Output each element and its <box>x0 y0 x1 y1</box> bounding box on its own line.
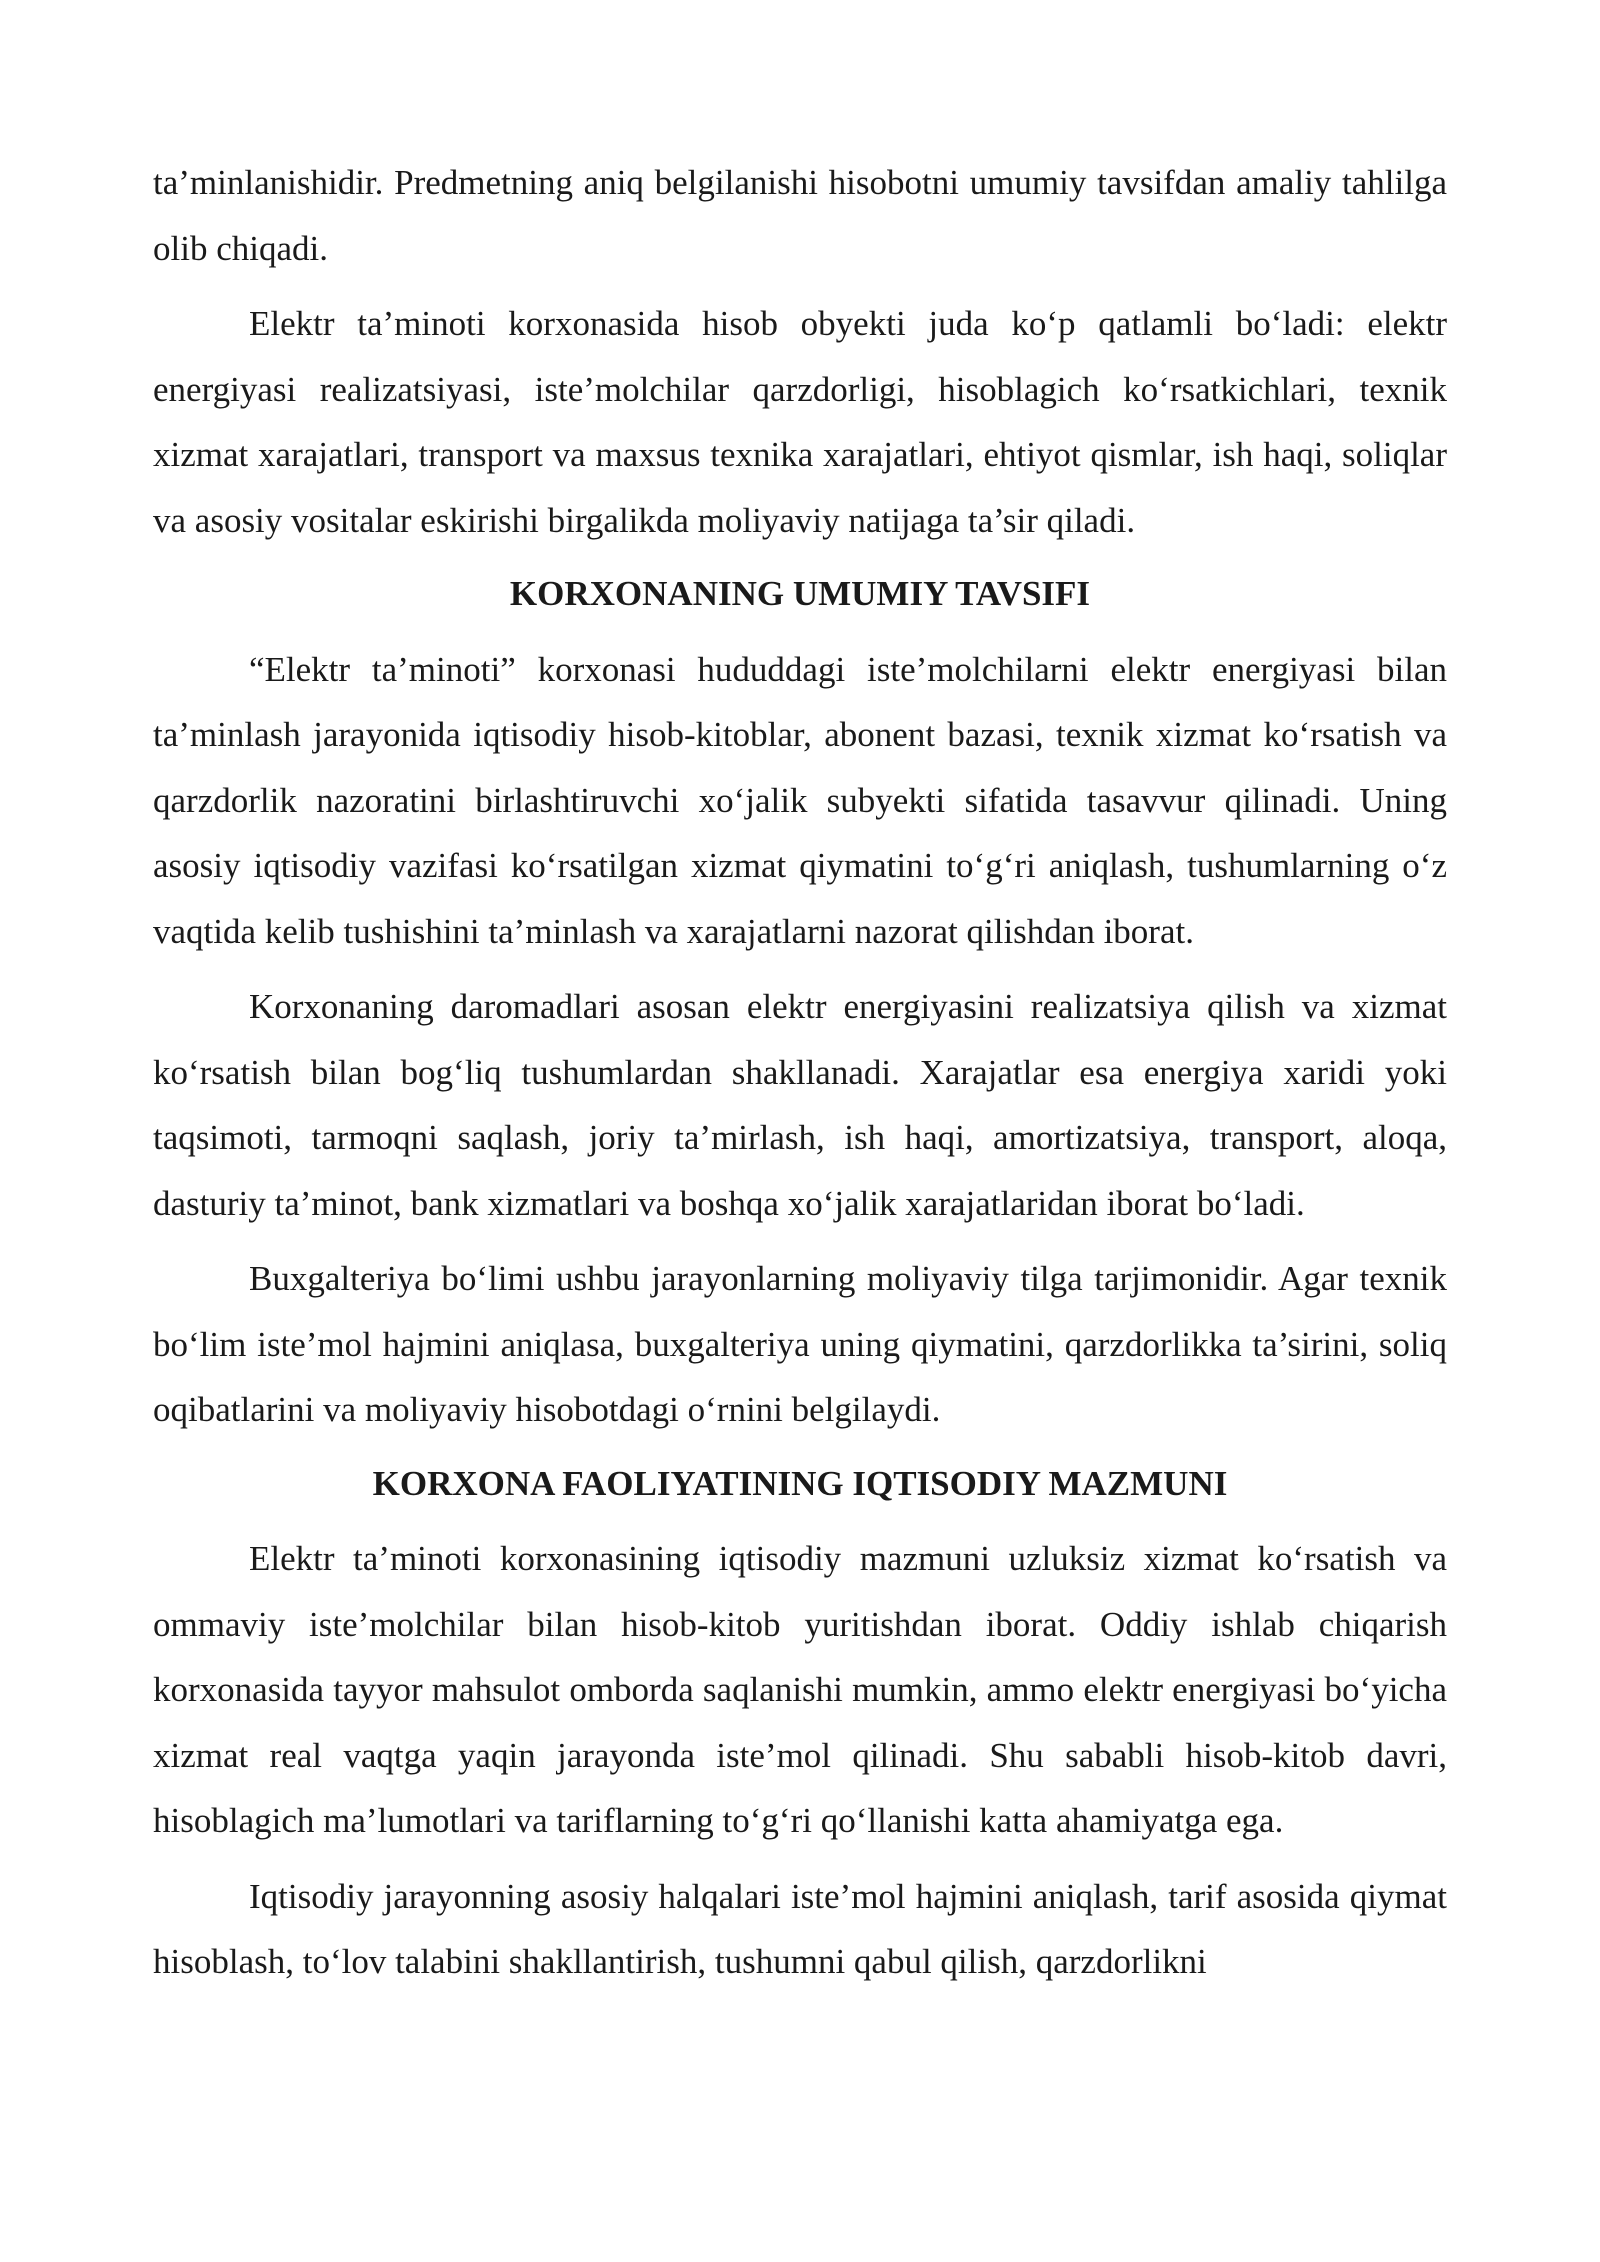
paragraph-revenues-expenses: Korxonaning daromadlari asosan elektr energiyasini realizatsiya qilish va xizmat ko‘rsatish bilan bog‘liq tushumlardan shakllanadi. Xarajatlar esa energiya xaridi yoki taqsimoti, tarmoqni saqlash, joriy ta’mirlash, ish haqi, amortizatsiya, transport, aloqa, dasturiy ta’minot, bank xizmatlari va boshqa xo‘jalik xarajatlaridan iborat bo‘ladi. <box>153 987 1447 1223</box>
document-page <box>153 150 1447 1995</box>
paragraph-accounting-object: Elektr ta’minoti korxonasida hisob obyekti juda ko‘p qatlamli bo‘ladi: elektr energiyasi realizatsiyasi, iste’molchilar qarzdorligi, hisoblagich ko‘rsatkichlari, texnik xizmat xarajatlari, transport va maxsus texnika xarajatlari, ehtiyot qismlar, ish haqi, soliqlar va asosiy vositalar eskirishi birgalikda moliyaviy natijaga ta’sir qiladi. <box>153 304 1447 540</box>
section-heading-general-description: KORXONANING UMUMIY TAVSIFI <box>509 574 1091 613</box>
paragraph-economic-process: Iqtisodiy jarayonning asosiy halqalari iste’mol hajmini aniqlash, tarif asosida qiymat hisoblash, to‘lov talabini shakllantirish, tushumni qabul qilish, qarzdorlikni <box>153 1876 1447 1981</box>
paragraph-continuation: ta’minlanishidir. Predmetning aniq belgilanishi hisobotni umumiy tavsifdan amaliy tahlilga olib chiqadi. <box>153 163 1447 268</box>
section-heading-economic-content: KORXONA FAOLIYATINING IQTISODIY MAZMUNI <box>372 1463 1228 1503</box>
paragraph-accounting-department: Buxgalteriya bo‘limi ushbu jarayonlarning moliyaviy tilga tarjimonidir. Agar texnik bo‘lim iste’mol hajmini aniqlasa, buxgalteriya uning qiymatini, qarzdorlikka ta’sirini, soliq oqibatlarini va moliyaviy hisobotdagi o‘rnini belgilaydi. <box>153 1259 1447 1429</box>
paragraph-enterprise-description: “Elektr ta’minoti” korxonasi hududdagi iste’molchilarni elektr energiyasi bilan ta’minlash jarayonida iqtisodiy hisob-kitoblar, abonent bazasi, texnik xizmat ko‘rsatish va qarzdorlik nazoratini birlashtiruvchi xo‘jalik subyekti sifatida tasavvur qilinadi. Uning asosiy iqtisodiy vazifasi ko‘rsatilgan xizmat qiymatini to‘g‘ri aniqlash, tushumlarning o‘z vaqtida kelib tushishini ta’minlash va xarajatlarni nazorat qilishdan iborat. <box>153 649 1447 951</box>
paragraph-economic-content: Elektr ta’minoti korxonasining iqtisodiy mazmuni uzluksiz xizmat ko‘rsatish va ommaviy iste’molchilar bilan hisob-kitob yuritishdan iborat. Oddiy ishlab chiqarish korxonasida tayyor mahsulot omborda saqlanishi mumkin, ammo elektr energiyasi bo‘yicha xizmat real vaqtga yaqin jarayonda iste’mol qilinadi. Shu sababli hisob-kitob davri, hisoblagich ma’lumotlari va tariflarning to‘g‘ri qo‘llanishi katta ahamiyatga ega. <box>153 1539 1447 1840</box>
